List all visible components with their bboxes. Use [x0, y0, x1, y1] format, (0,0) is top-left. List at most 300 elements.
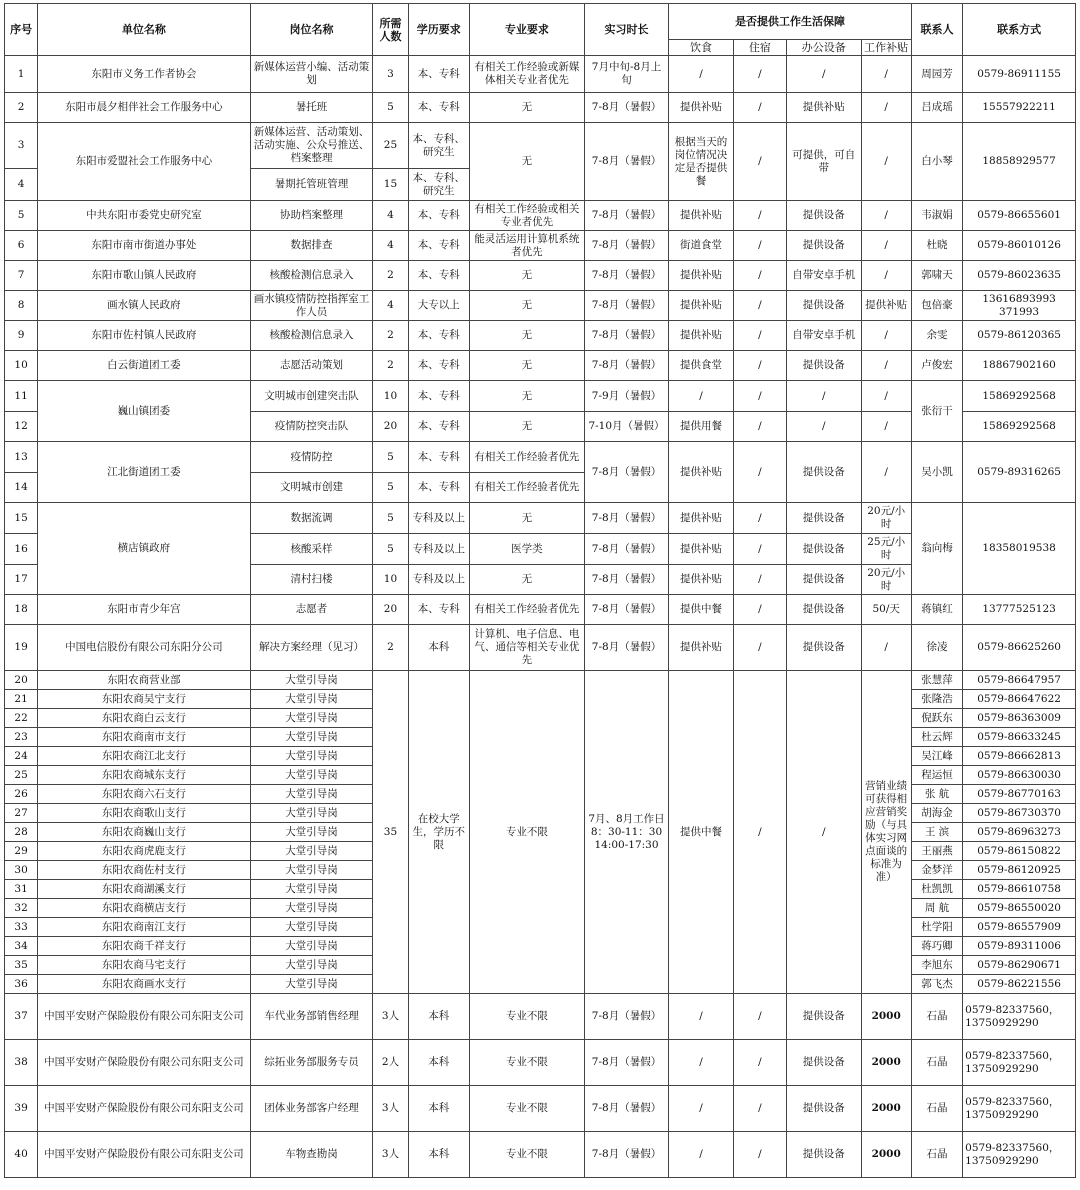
cell-unit: 东阳市佐村镇人民政府 [38, 321, 250, 351]
cell-seq: 4 [5, 169, 38, 201]
cell-num: 20 [373, 595, 408, 625]
cell-duration: 7-8月（暑假） [584, 123, 669, 201]
table-row [5, 291, 1076, 321]
cell-seq: 16 [5, 534, 38, 565]
cell-major: 无 [469, 261, 584, 291]
cell-office: 提供设备 [787, 994, 861, 1040]
cell-post: 解决方案经理（见习） [250, 625, 373, 671]
cell-post: 大堂引导岗 [250, 899, 373, 918]
cell-phone: 0579-86150822 [963, 842, 1076, 861]
header-seq: 序号 [5, 4, 38, 56]
cell-stay: / [733, 503, 786, 534]
cell-duration: 7-8月（暑假） [584, 595, 669, 625]
cell-seq: 36 [5, 975, 38, 994]
cell-food: 提供食堂 [669, 351, 733, 381]
header-stay: 住宿 [733, 40, 786, 56]
cell-duration: 7-8月（暑假） [584, 994, 669, 1040]
cell-unit: 东阳农商南市支行 [38, 728, 250, 747]
cell-allowance: 2000 [861, 1132, 911, 1178]
cell-num: 5 [373, 473, 408, 503]
header-num: 所需人数 [373, 4, 408, 56]
cell-duration: 7-8月（暑假） [584, 625, 669, 671]
cell-contact: 石晶 [911, 994, 962, 1040]
cell-edu: 专科及以上 [408, 565, 469, 595]
cell-major: 有相关工作经验者优先 [469, 473, 584, 503]
cell-duration: 7-8月（暑假） [584, 442, 669, 503]
cell-unit: 东阳农商湖溪支行 [38, 880, 250, 899]
cell-num: 5 [373, 534, 408, 565]
cell-major: 专业不限 [469, 1086, 584, 1132]
cell-allowance: / [861, 321, 911, 351]
cell-phone: 18858929577 [963, 123, 1076, 201]
cell-phone: 0579-82337560，13750929290 [963, 1040, 1076, 1086]
cell-unit: 东阳农商江北支行 [38, 747, 250, 766]
cell-duration: 7-8月（暑假） [584, 291, 669, 321]
internship-table [4, 3, 1076, 1178]
table-row [5, 123, 1076, 169]
cell-num: 25 [373, 123, 408, 169]
cell-major: 专业不限 [469, 671, 584, 994]
cell-food: 提供补贴 [669, 201, 733, 231]
cell-allowance: 营销业绩可获得相应营销奖励（与具体实习网点面谈的标准为准） [861, 671, 911, 994]
cell-office: 可提供，可自带 [787, 123, 861, 201]
cell-phone: 0579-86221556 [963, 975, 1076, 994]
cell-contact: 杜云辉 [911, 728, 962, 747]
cell-post: 数据排查 [250, 231, 373, 261]
cell-major: 医学类 [469, 534, 584, 565]
cell-contact: 郭啸天 [911, 261, 962, 291]
cell-post: 大堂引导岗 [250, 747, 373, 766]
cell-phone: 0579-86633245 [963, 728, 1076, 747]
cell-post: 核酸检测信息录入 [250, 321, 373, 351]
cell-unit: 东阳市爱盟社会工作服务中心 [38, 123, 250, 201]
cell-phone: 0579-86550020 [963, 899, 1076, 918]
cell-edu: 本、专科 [408, 351, 469, 381]
cell-post: 大堂引导岗 [250, 804, 373, 823]
header-unit: 单位名称 [38, 4, 250, 56]
cell-allowance: 2000 [861, 1086, 911, 1132]
cell-food: 提供补贴 [669, 93, 733, 123]
cell-post: 数据流调 [250, 503, 373, 534]
cell-seq: 18 [5, 595, 38, 625]
table-row [5, 1040, 1076, 1086]
cell-unit: 中国平安财产保险股份有限公司东阳支公司 [38, 1040, 250, 1086]
table-row [5, 321, 1076, 351]
cell-major: 无 [469, 291, 584, 321]
cell-seq: 8 [5, 291, 38, 321]
cell-edu: 本、专科 [408, 442, 469, 473]
cell-food: 提供中餐 [669, 595, 733, 625]
cell-seq: 35 [5, 956, 38, 975]
cell-unit: 东阳农商六石支行 [38, 785, 250, 804]
cell-allowance: 20元/小时 [861, 503, 911, 534]
cell-allowance: / [861, 381, 911, 412]
cell-seq: 3 [5, 123, 38, 169]
table-row [5, 1086, 1076, 1132]
cell-stay: / [733, 123, 786, 201]
cell-post: 协助档案整理 [250, 201, 373, 231]
cell-seq: 15 [5, 503, 38, 534]
cell-edu: 本科 [408, 994, 469, 1040]
cell-major: 有相关工作经验或相关专业者优先 [469, 201, 584, 231]
cell-post: 大堂引导岗 [250, 785, 373, 804]
cell-office: 提供设备 [787, 565, 861, 595]
cell-contact: 郭飞杰 [911, 975, 962, 994]
cell-unit: 东阳农商巍山支行 [38, 823, 250, 842]
header-duration: 实习时长 [584, 4, 669, 56]
cell-phone: 0579-86963273 [963, 823, 1076, 842]
cell-food: 提供中餐 [669, 671, 733, 994]
cell-office: 提供设备 [787, 534, 861, 565]
cell-duration: 7月中旬-8月上旬 [584, 56, 669, 93]
table-row [5, 595, 1076, 625]
cell-stay: / [733, 1040, 786, 1086]
cell-edu: 本、专科 [408, 381, 469, 412]
cell-contact: 王 滨 [911, 823, 962, 842]
cell-post: 大堂引导岗 [250, 728, 373, 747]
cell-food: / [669, 56, 733, 93]
cell-food: / [669, 381, 733, 412]
cell-allowance: / [861, 231, 911, 261]
cell-duration: 7-8月（暑假） [584, 93, 669, 123]
header-major: 专业要求 [469, 4, 584, 56]
table-row [5, 201, 1076, 231]
cell-contact: 杜凯凯 [911, 880, 962, 899]
cell-post: 新媒体运营、活动策划、活动实施、公众号推送、档案整理 [250, 123, 373, 169]
cell-duration: 7-8月（暑假） [584, 321, 669, 351]
cell-duration: 7-8月（暑假） [584, 231, 669, 261]
cell-edu: 本科 [408, 1040, 469, 1086]
cell-seq: 13 [5, 442, 38, 473]
cell-seq: 20 [5, 671, 38, 690]
cell-duration: 7-8月（暑假） [584, 534, 669, 565]
cell-phone: 13616893993 371993 [963, 291, 1076, 321]
cell-post: 暑期托管班管理 [250, 169, 373, 201]
table-row [5, 442, 1076, 473]
cell-seq: 29 [5, 842, 38, 861]
cell-office: 提供设备 [787, 291, 861, 321]
cell-edu: 本、专科 [408, 412, 469, 442]
cell-unit: 东阳农商白云支行 [38, 709, 250, 728]
cell-post: 志愿者 [250, 595, 373, 625]
cell-food: / [669, 1086, 733, 1132]
cell-unit: 东阳农商佐村支行 [38, 861, 250, 880]
cell-food: / [669, 1040, 733, 1086]
cell-contact: 张隆浩 [911, 690, 962, 709]
cell-unit: 东阳市晨夕相伴社会工作服务中心 [38, 93, 250, 123]
cell-phone: 15869292568 [963, 381, 1076, 412]
cell-phone: 0579-86630030 [963, 766, 1076, 785]
table-row [5, 994, 1076, 1040]
cell-unit: 东阳农商画水支行 [38, 975, 250, 994]
cell-allowance: / [861, 351, 911, 381]
cell-food: 根据当天的岗位情况决定是否提供餐 [669, 123, 733, 201]
cell-num: 2 [373, 351, 408, 381]
cell-phone: 0579-89316265 [963, 442, 1076, 503]
cell-post: 画水镇疫情防控指挥室工作人员 [250, 291, 373, 321]
cell-office: 提供设备 [787, 595, 861, 625]
cell-post: 大堂引导岗 [250, 975, 373, 994]
cell-edu: 本、专科 [408, 595, 469, 625]
cell-stay: / [733, 291, 786, 321]
cell-seq: 24 [5, 747, 38, 766]
cell-edu: 本、专科 [408, 56, 469, 93]
cell-seq: 26 [5, 785, 38, 804]
cell-unit: 东阳农商吴宁支行 [38, 690, 250, 709]
cell-duration: 7-8月（暑假） [584, 351, 669, 381]
cell-food: 提供补贴 [669, 442, 733, 503]
cell-seq: 11 [5, 381, 38, 412]
cell-contact: 包倍豪 [911, 291, 962, 321]
cell-duration: 7-9月（暑假） [584, 381, 669, 412]
cell-phone: 0579-86120365 [963, 321, 1076, 351]
table-row [5, 503, 1076, 534]
cell-office: / [787, 56, 861, 93]
cell-contact: 余雯 [911, 321, 962, 351]
cell-office: / [787, 381, 861, 412]
cell-major: 无 [469, 93, 584, 123]
cell-duration: 7-8月（暑假） [584, 1040, 669, 1086]
cell-duration: 7-10月（暑假） [584, 412, 669, 442]
cell-duration: 7-8月（暑假） [584, 565, 669, 595]
cell-post: 大堂引导岗 [250, 918, 373, 937]
header-contact: 联系人 [911, 4, 962, 56]
cell-post: 疫情防控突击队 [250, 412, 373, 442]
cell-num: 5 [373, 93, 408, 123]
cell-allowance: / [861, 442, 911, 503]
cell-contact: 石晶 [911, 1086, 962, 1132]
cell-office: 提供设备 [787, 1086, 861, 1132]
cell-seq: 34 [5, 937, 38, 956]
cell-major: 能灵活运用计算机系统者优先 [469, 231, 584, 261]
cell-allowance: 2000 [861, 994, 911, 1040]
cell-allowance: / [861, 93, 911, 123]
cell-stay: / [733, 565, 786, 595]
cell-food: 提供补贴 [669, 261, 733, 291]
cell-phone: 0579-86647622 [963, 690, 1076, 709]
cell-stay: / [733, 93, 786, 123]
cell-food: / [669, 1132, 733, 1178]
cell-phone: 18867902160 [963, 351, 1076, 381]
cell-duration: 7-8月（暑假） [584, 1086, 669, 1132]
cell-phone: 0579-82337560，13750929290 [963, 1132, 1076, 1178]
cell-unit: 东阳市青少年宫 [38, 595, 250, 625]
cell-edu: 本、专科、研究生 [408, 123, 469, 169]
table-row [5, 56, 1076, 93]
cell-edu: 本、专科 [408, 93, 469, 123]
cell-contact: 蒋巧卿 [911, 937, 962, 956]
cell-contact: 蒋镇红 [911, 595, 962, 625]
cell-stay: / [733, 671, 786, 994]
cell-seq: 23 [5, 728, 38, 747]
cell-phone: 0579-86662813 [963, 747, 1076, 766]
cell-seq: 27 [5, 804, 38, 823]
cell-num: 4 [373, 291, 408, 321]
table-row [5, 671, 1076, 690]
cell-post: 大堂引导岗 [250, 956, 373, 975]
cell-num: 5 [373, 442, 408, 473]
cell-phone: 0579-86363009 [963, 709, 1076, 728]
cell-phone: 15557922211 [963, 93, 1076, 123]
cell-seq: 2 [5, 93, 38, 123]
cell-duration: 7-8月（暑假） [584, 503, 669, 534]
cell-contact: 翁向梅 [911, 503, 962, 595]
cell-post: 车代业务部销售经理 [250, 994, 373, 1040]
cell-phone: 0579-86557909 [963, 918, 1076, 937]
cell-seq: 40 [5, 1132, 38, 1178]
cell-office: 提供设备 [787, 442, 861, 503]
cell-num: 10 [373, 565, 408, 595]
cell-office: 提供设备 [787, 503, 861, 534]
cell-post: 大堂引导岗 [250, 671, 373, 690]
cell-post: 核酸采样 [250, 534, 373, 565]
cell-post: 大堂引导岗 [250, 823, 373, 842]
cell-edu: 本科 [408, 625, 469, 671]
cell-phone: 0579-89311006 [963, 937, 1076, 956]
cell-allowance: / [861, 201, 911, 231]
table-row [5, 351, 1076, 381]
cell-post: 大堂引导岗 [250, 709, 373, 728]
cell-major: 无 [469, 123, 584, 201]
table-row [5, 231, 1076, 261]
cell-contact: 倪跃东 [911, 709, 962, 728]
cell-contact: 周 航 [911, 899, 962, 918]
cell-allowance: 20元/小时 [861, 565, 911, 595]
cell-edu: 本、专科 [408, 261, 469, 291]
cell-edu: 本、专科 [408, 201, 469, 231]
cell-allowance: / [861, 412, 911, 442]
cell-duration: 7月、8月工作日8：30-11：30 14:00-17:30 [584, 671, 669, 994]
cell-phone: 0579-86647957 [963, 671, 1076, 690]
cell-allowance: / [861, 123, 911, 201]
cell-num: 3 [373, 56, 408, 93]
cell-edu: 本、专科 [408, 473, 469, 503]
cell-unit: 画水镇人民政府 [38, 291, 250, 321]
cell-phone: 0579-86625260 [963, 625, 1076, 671]
header-food: 饮食 [669, 40, 733, 56]
cell-unit: 江北街道团工委 [38, 442, 250, 503]
cell-seq: 19 [5, 625, 38, 671]
cell-major: 专业不限 [469, 1040, 584, 1086]
cell-office: 提供设备 [787, 625, 861, 671]
cell-duration: 7-8月（暑假） [584, 261, 669, 291]
cell-post: 疫情防控 [250, 442, 373, 473]
cell-food: 提供补贴 [669, 534, 733, 565]
table-row [5, 625, 1076, 671]
cell-seq: 39 [5, 1086, 38, 1132]
cell-unit: 东阳农商城东支行 [38, 766, 250, 785]
cell-phone: 0579-86730370 [963, 804, 1076, 823]
cell-contact: 韦淑娟 [911, 201, 962, 231]
cell-phone: 15869292568 [963, 412, 1076, 442]
cell-contact: 吴小凯 [911, 442, 962, 503]
cell-num: 2 [373, 261, 408, 291]
cell-major: 专业不限 [469, 994, 584, 1040]
cell-unit: 中国平安财产保险股份有限公司东阳支公司 [38, 1132, 250, 1178]
cell-seq: 12 [5, 412, 38, 442]
cell-allowance: / [861, 625, 911, 671]
cell-stay: / [733, 1086, 786, 1132]
cell-phone: 0579-86010126 [963, 231, 1076, 261]
cell-unit: 东阳农商歌山支行 [38, 804, 250, 823]
cell-office: 提供补贴 [787, 93, 861, 123]
cell-phone: 13777525123 [963, 595, 1076, 625]
cell-contact: 李旭东 [911, 956, 962, 975]
cell-office: 提供设备 [787, 1040, 861, 1086]
cell-food: 提供补贴 [669, 291, 733, 321]
table-row [5, 93, 1076, 123]
cell-edu: 本、专科、研究生 [408, 169, 469, 201]
header-allowance: 工作补贴 [861, 40, 911, 56]
cell-num: 5 [373, 503, 408, 534]
cell-post: 大堂引导岗 [250, 766, 373, 785]
cell-allowance: 2000 [861, 1040, 911, 1086]
cell-contact: 胡海金 [911, 804, 962, 823]
cell-contact: 张 航 [911, 785, 962, 804]
cell-num: 35 [373, 671, 408, 994]
cell-stay: / [733, 1132, 786, 1178]
cell-allowance: / [861, 261, 911, 291]
cell-post: 大堂引导岗 [250, 842, 373, 861]
cell-stay: / [733, 595, 786, 625]
cell-post: 暑托班 [250, 93, 373, 123]
cell-major: 有相关工作经验者优先 [469, 595, 584, 625]
cell-unit: 白云街道团工委 [38, 351, 250, 381]
cell-num: 3人 [373, 1132, 408, 1178]
cell-stay: / [733, 201, 786, 231]
cell-major: 无 [469, 321, 584, 351]
cell-post: 文明城市创建突击队 [250, 381, 373, 412]
cell-stay: / [733, 321, 786, 351]
cell-phone: 18358019538 [963, 503, 1076, 595]
cell-office: 提供设备 [787, 231, 861, 261]
cell-num: 2人 [373, 1040, 408, 1086]
cell-num: 10 [373, 381, 408, 412]
cell-contact: 杜晓 [911, 231, 962, 261]
cell-duration: 7-8月（暑假） [584, 201, 669, 231]
cell-major: 无 [469, 381, 584, 412]
cell-major: 专业不限 [469, 1132, 584, 1178]
cell-phone: 0579-86911155 [963, 56, 1076, 93]
cell-major: 有相关工作经验者优先 [469, 442, 584, 473]
cell-contact: 白小琴 [911, 123, 962, 201]
cell-phone: 0579-86290671 [963, 956, 1076, 975]
cell-seq: 33 [5, 918, 38, 937]
cell-post: 大堂引导岗 [250, 880, 373, 899]
cell-post: 大堂引导岗 [250, 937, 373, 956]
cell-seq: 22 [5, 709, 38, 728]
cell-edu: 专科及以上 [408, 534, 469, 565]
cell-post: 车物查勘岗 [250, 1132, 373, 1178]
cell-seq: 7 [5, 261, 38, 291]
cell-stay: / [733, 56, 786, 93]
cell-seq: 25 [5, 766, 38, 785]
cell-seq: 17 [5, 565, 38, 595]
cell-contact: 张衍干 [911, 381, 962, 442]
cell-office: 自带安卓手机 [787, 261, 861, 291]
cell-contact: 金梦洋 [911, 861, 962, 880]
cell-contact: 卢俊宏 [911, 351, 962, 381]
cell-seq: 1 [5, 56, 38, 93]
cell-food: 提供补贴 [669, 625, 733, 671]
cell-edu: 本科 [408, 1132, 469, 1178]
cell-post: 综拓业务部服务专员 [250, 1040, 373, 1086]
cell-major: 有相关工作经验或新媒体相关专业者优先 [469, 56, 584, 93]
cell-unit: 中共东阳市委党史研究室 [38, 201, 250, 231]
cell-unit: 东阳农商马宅支行 [38, 956, 250, 975]
cell-allowance: 50/天 [861, 595, 911, 625]
cell-unit: 东阳市南市街道办事处 [38, 231, 250, 261]
